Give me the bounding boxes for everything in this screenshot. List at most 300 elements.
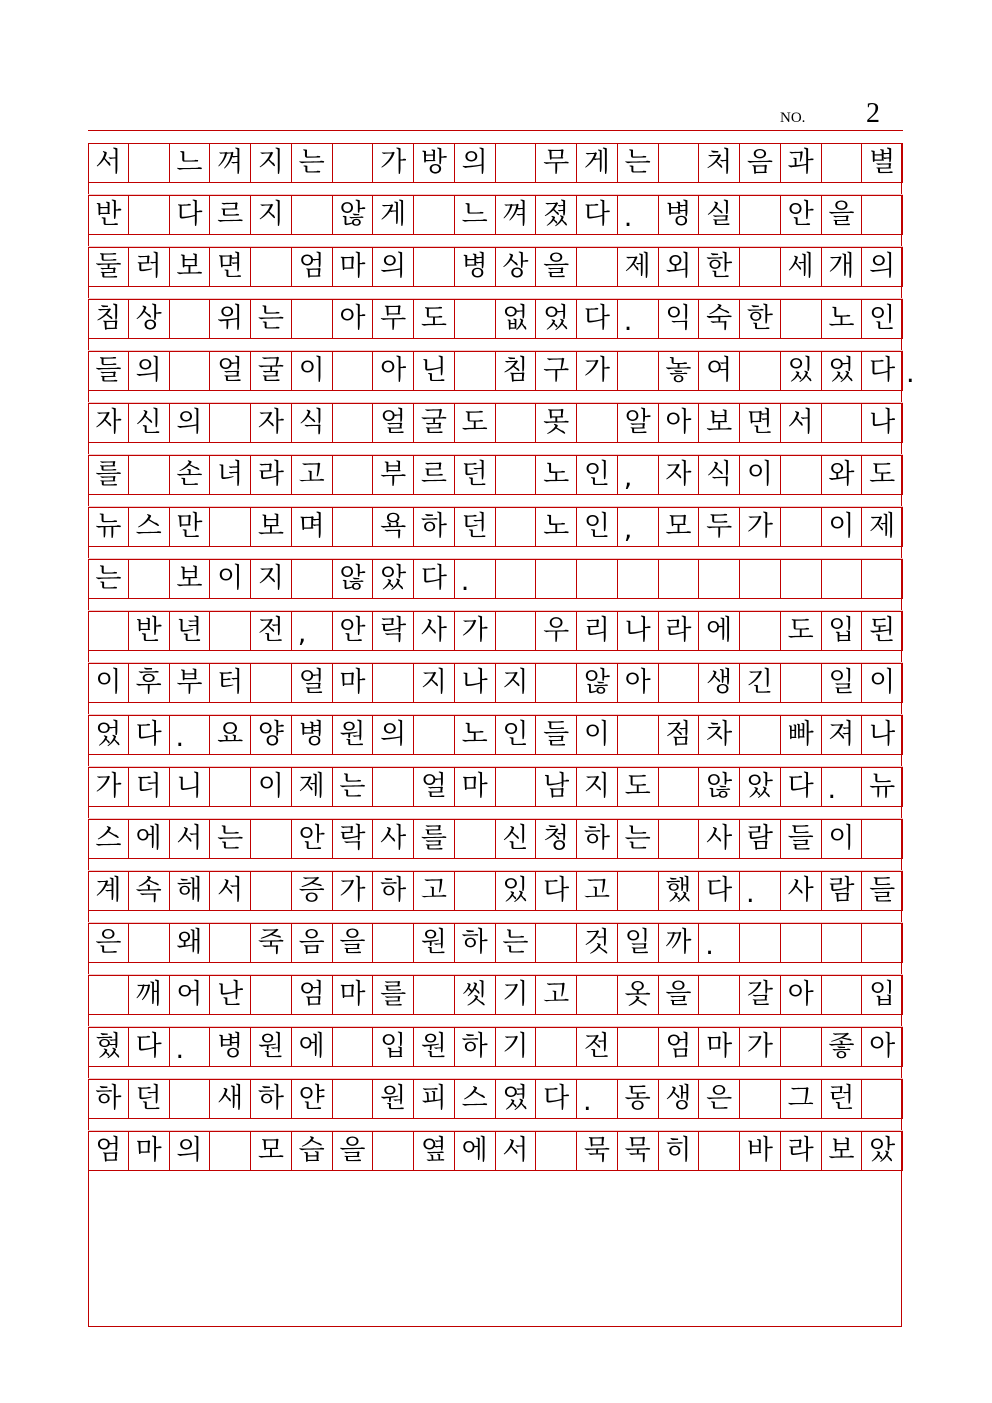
manuscript-cell: 욕 bbox=[373, 508, 414, 546]
manuscript-cell: 식 bbox=[699, 456, 740, 494]
manuscript-cell: 아 bbox=[373, 352, 414, 390]
manuscript-cell: 람 bbox=[822, 872, 863, 910]
manuscript-cell bbox=[455, 352, 496, 390]
manuscript-cell bbox=[536, 924, 577, 962]
manuscript-cell bbox=[496, 404, 537, 442]
manuscript-cell: 인 bbox=[862, 300, 903, 338]
manuscript-cell: 의 bbox=[170, 1132, 211, 1170]
manuscript-cell: . bbox=[618, 196, 659, 234]
manuscript-cell bbox=[496, 768, 537, 806]
manuscript-cell bbox=[129, 456, 170, 494]
manuscript-cell: 은 bbox=[88, 924, 129, 962]
manuscript-cell: 의 bbox=[129, 352, 170, 390]
manuscript-cell: 도 bbox=[781, 612, 822, 650]
manuscript-cell bbox=[170, 1080, 211, 1118]
manuscript-cell bbox=[822, 144, 863, 182]
manuscript-cell bbox=[862, 1080, 903, 1118]
manuscript-cell bbox=[292, 560, 333, 598]
manuscript-cell: 을 bbox=[659, 976, 700, 1014]
manuscript-cell: 원 bbox=[414, 924, 455, 962]
manuscript-cell: . bbox=[822, 768, 863, 806]
manuscript-cell: 까 bbox=[659, 924, 700, 962]
manuscript-cell: 보 bbox=[251, 508, 292, 546]
manuscript-cell: 을 bbox=[822, 196, 863, 234]
overflow-punctuation: . bbox=[906, 358, 915, 389]
manuscript-cell bbox=[496, 456, 537, 494]
manuscript-cell bbox=[88, 976, 129, 1014]
manuscript-cell: 를 bbox=[414, 820, 455, 858]
manuscript-cell: 원 bbox=[333, 716, 374, 754]
manuscript-row bbox=[88, 143, 903, 183]
manuscript-cell: 과 bbox=[781, 144, 822, 182]
manuscript-cell: 런 bbox=[822, 1080, 863, 1118]
manuscript-cell: 병 bbox=[455, 248, 496, 286]
manuscript-cell: 자 bbox=[659, 456, 700, 494]
manuscript-cell: 서 bbox=[170, 820, 211, 858]
manuscript-cell bbox=[618, 716, 659, 754]
manuscript-cell: 병 bbox=[292, 716, 333, 754]
manuscript-cell bbox=[292, 196, 333, 234]
row-gap bbox=[88, 235, 903, 247]
manuscript-cell bbox=[170, 352, 211, 390]
manuscript-cell bbox=[333, 1028, 374, 1066]
manuscript-cell: , bbox=[618, 456, 659, 494]
manuscript-cell: 씻 bbox=[455, 976, 496, 1014]
manuscript-cell: 전 bbox=[251, 612, 292, 650]
manuscript-cell: 엄 bbox=[292, 976, 333, 1014]
manuscript-cell: 니 bbox=[170, 768, 211, 806]
manuscript-cell: 굴 bbox=[414, 404, 455, 442]
manuscript-cell: 느 bbox=[170, 144, 211, 182]
manuscript-cell: 의 bbox=[170, 404, 211, 442]
manuscript-cell: 후 bbox=[129, 664, 170, 702]
manuscript-cell: 양 bbox=[251, 716, 292, 754]
manuscript-cell: 서 bbox=[496, 1132, 537, 1170]
manuscript-cell: 놓 bbox=[659, 352, 700, 390]
manuscript-cell: 세 bbox=[781, 248, 822, 286]
manuscript-cell: 는 bbox=[333, 768, 374, 806]
manuscript-cell: 차 bbox=[699, 716, 740, 754]
manuscript-row bbox=[88, 923, 903, 963]
manuscript-cell: 졌 bbox=[536, 196, 577, 234]
manuscript-cell: 는 bbox=[210, 820, 251, 858]
manuscript-cell bbox=[496, 508, 537, 546]
manuscript-cell: 았 bbox=[862, 1132, 903, 1170]
manuscript-cell: 얀 bbox=[292, 1080, 333, 1118]
manuscript-cell: 느 bbox=[455, 196, 496, 234]
row-gap bbox=[88, 807, 903, 819]
manuscript-cell: 락 bbox=[333, 820, 374, 858]
manuscript-cell: 져 bbox=[822, 716, 863, 754]
manuscript-cell bbox=[822, 924, 863, 962]
manuscript-cell: 안 bbox=[292, 820, 333, 858]
manuscript-cell: 한 bbox=[740, 300, 781, 338]
manuscript-cell: 청 bbox=[536, 820, 577, 858]
manuscript-cell: 식 bbox=[292, 404, 333, 442]
manuscript-cell: 뉴 bbox=[88, 508, 129, 546]
manuscript-cell: 인 bbox=[577, 508, 618, 546]
manuscript-cell: 신 bbox=[496, 820, 537, 858]
manuscript-cell: 다 bbox=[781, 768, 822, 806]
manuscript-cell: 가 bbox=[740, 1028, 781, 1066]
manuscript-cell: 원 bbox=[373, 1080, 414, 1118]
manuscript-cell bbox=[577, 976, 618, 1014]
manuscript-cell: 닌 bbox=[414, 352, 455, 390]
row-gap bbox=[88, 287, 903, 299]
manuscript-cell: 입 bbox=[862, 976, 903, 1014]
row-gap bbox=[88, 651, 903, 663]
manuscript-cell bbox=[781, 456, 822, 494]
manuscript-row bbox=[88, 767, 903, 807]
manuscript-cell: 이 bbox=[88, 664, 129, 702]
manuscript-cell: 엄 bbox=[292, 248, 333, 286]
manuscript-cell: 스 bbox=[88, 820, 129, 858]
manuscript-cell: 노 bbox=[455, 716, 496, 754]
manuscript-cell: 보 bbox=[699, 404, 740, 442]
manuscript-cell: 락 bbox=[373, 612, 414, 650]
manuscript-cell: 전 bbox=[577, 1028, 618, 1066]
manuscript-cell: 된 bbox=[862, 612, 903, 650]
manuscript-cell: 두 bbox=[699, 508, 740, 546]
manuscript-cell: 처 bbox=[699, 144, 740, 182]
manuscript-cell: 에 bbox=[292, 1028, 333, 1066]
row-gap bbox=[88, 755, 903, 767]
manuscript-cell bbox=[862, 820, 903, 858]
manuscript-row bbox=[88, 1079, 903, 1119]
manuscript-cell: 을 bbox=[536, 248, 577, 286]
manuscript-cell: 묵 bbox=[577, 1132, 618, 1170]
manuscript-cell: 지 bbox=[251, 196, 292, 234]
manuscript-cell bbox=[373, 924, 414, 962]
manuscript-cell bbox=[659, 560, 700, 598]
manuscript-cell: 묵 bbox=[618, 1132, 659, 1170]
manuscript-cell: 르 bbox=[210, 196, 251, 234]
manuscript-cell bbox=[862, 196, 903, 234]
manuscript-cell bbox=[781, 664, 822, 702]
manuscript-cell: 입 bbox=[373, 1028, 414, 1066]
manuscript-cell bbox=[373, 1132, 414, 1170]
manuscript-row bbox=[88, 403, 903, 443]
manuscript-cell: 다 bbox=[699, 872, 740, 910]
manuscript-cell: 노 bbox=[822, 300, 863, 338]
manuscript-cell: 서 bbox=[210, 872, 251, 910]
row-gap bbox=[88, 183, 903, 195]
manuscript-cell bbox=[333, 1080, 374, 1118]
manuscript-cell bbox=[414, 196, 455, 234]
manuscript-cell: 도 bbox=[414, 300, 455, 338]
manuscript-cell: 일 bbox=[822, 664, 863, 702]
manuscript-cell: 다 bbox=[577, 300, 618, 338]
manuscript-row bbox=[88, 715, 903, 755]
manuscript-cell: 상 bbox=[129, 300, 170, 338]
manuscript-cell: 알 bbox=[618, 404, 659, 442]
manuscript-cell bbox=[740, 716, 781, 754]
manuscript-cell: 신 bbox=[129, 404, 170, 442]
manuscript-cell: 들 bbox=[862, 872, 903, 910]
manuscript-cell: 나 bbox=[455, 664, 496, 702]
manuscript-cell: 는 bbox=[251, 300, 292, 338]
manuscript-cell: 이 bbox=[740, 456, 781, 494]
manuscript-cell bbox=[618, 352, 659, 390]
manuscript-row bbox=[88, 871, 903, 911]
manuscript-cell bbox=[455, 872, 496, 910]
manuscript-cell: . bbox=[618, 300, 659, 338]
manuscript-cell: 여 bbox=[699, 352, 740, 390]
manuscript-cell: 이 bbox=[822, 508, 863, 546]
manuscript-cell bbox=[129, 560, 170, 598]
manuscript-cell: 하 bbox=[577, 820, 618, 858]
manuscript-cell: 다 bbox=[577, 196, 618, 234]
manuscript-cell: 습 bbox=[292, 1132, 333, 1170]
manuscript-cell bbox=[577, 560, 618, 598]
manuscript-cell: 피 bbox=[414, 1080, 455, 1118]
manuscript-cell: 기 bbox=[496, 1028, 537, 1066]
manuscript-cell: 보 bbox=[170, 248, 211, 286]
manuscript-cell: 지 bbox=[496, 664, 537, 702]
manuscript-cell: . bbox=[740, 872, 781, 910]
manuscript-cell: . bbox=[699, 924, 740, 962]
manuscript-cell: 들 bbox=[88, 352, 129, 390]
manuscript-cell bbox=[781, 1028, 822, 1066]
manuscript-cell: 점 bbox=[659, 716, 700, 754]
manuscript-cell: 녀 bbox=[210, 456, 251, 494]
manuscript-cell: 았 bbox=[740, 768, 781, 806]
manuscript-cell: 는 bbox=[292, 144, 333, 182]
manuscript-cell bbox=[659, 820, 700, 858]
manuscript-cell: 병 bbox=[659, 196, 700, 234]
manuscript-cell: 않 bbox=[333, 560, 374, 598]
manuscript-cell: 라 bbox=[659, 612, 700, 650]
page-number bbox=[770, 98, 900, 130]
manuscript-cell bbox=[210, 924, 251, 962]
manuscript-cell bbox=[251, 976, 292, 1014]
manuscript-cell: 빠 bbox=[781, 716, 822, 754]
manuscript-cell: 가 bbox=[577, 352, 618, 390]
manuscript-cell bbox=[577, 404, 618, 442]
manuscript-row bbox=[88, 195, 903, 235]
manuscript-cell: 자 bbox=[251, 404, 292, 442]
manuscript-cell: 지 bbox=[251, 144, 292, 182]
manuscript-cell bbox=[373, 664, 414, 702]
manuscript-cell: 이 bbox=[822, 820, 863, 858]
manuscript-cell bbox=[536, 664, 577, 702]
manuscript-cell: 얼 bbox=[292, 664, 333, 702]
manuscript-cell: 면 bbox=[740, 404, 781, 442]
manuscript-cell bbox=[210, 508, 251, 546]
manuscript-cell bbox=[781, 508, 822, 546]
manuscript-cell bbox=[251, 664, 292, 702]
manuscript-cell: 고 bbox=[536, 976, 577, 1014]
manuscript-cell: 가 bbox=[88, 768, 129, 806]
manuscript-cell: 보 bbox=[822, 1132, 863, 1170]
manuscript-cell: 그 bbox=[781, 1080, 822, 1118]
row-gap bbox=[88, 495, 903, 507]
manuscript-row bbox=[88, 247, 903, 287]
manuscript-cell: 않 bbox=[333, 196, 374, 234]
manuscript-cell: 보 bbox=[170, 560, 211, 598]
manuscript-cell: 무 bbox=[373, 300, 414, 338]
manuscript-cell: 손 bbox=[170, 456, 211, 494]
manuscript-cell bbox=[781, 924, 822, 962]
manuscript-cell: 이 bbox=[577, 716, 618, 754]
manuscript-cell bbox=[333, 404, 374, 442]
manuscript-cell bbox=[496, 612, 537, 650]
manuscript-cell: 에 bbox=[699, 612, 740, 650]
manuscript-cell: 엄 bbox=[659, 1028, 700, 1066]
manuscript-cell bbox=[129, 196, 170, 234]
manuscript-cell: 하 bbox=[373, 872, 414, 910]
manuscript-cell: 게 bbox=[577, 144, 618, 182]
manuscript-cell: 다 bbox=[536, 1080, 577, 1118]
manuscript-cell: 뉴 bbox=[862, 768, 903, 806]
manuscript-cell: 부 bbox=[170, 664, 211, 702]
manuscript-cell: 의 bbox=[373, 248, 414, 286]
manuscript-cell: 기 bbox=[496, 976, 537, 1014]
manuscript-cell: 인 bbox=[577, 456, 618, 494]
manuscript-cell: 생 bbox=[659, 1080, 700, 1118]
manuscript-cell: 일 bbox=[618, 924, 659, 962]
manuscript-cell: 입 bbox=[822, 612, 863, 650]
row-gap bbox=[88, 339, 903, 351]
manuscript-cell: 며 bbox=[292, 508, 333, 546]
manuscript-cell: , bbox=[618, 508, 659, 546]
manuscript-cell: 가 bbox=[373, 144, 414, 182]
manuscript-cell: 하 bbox=[455, 1028, 496, 1066]
manuscript-cell bbox=[333, 508, 374, 546]
manuscript-cell bbox=[210, 404, 251, 442]
manuscript-cell bbox=[536, 1028, 577, 1066]
manuscript-cell: 속 bbox=[129, 872, 170, 910]
manuscript-cell: 안 bbox=[781, 196, 822, 234]
row-gap bbox=[88, 963, 903, 975]
manuscript-cell: 었 bbox=[536, 300, 577, 338]
manuscript-cell: 껴 bbox=[496, 196, 537, 234]
manuscript-row bbox=[88, 455, 903, 495]
manuscript-cell bbox=[740, 196, 781, 234]
manuscript-cell: 엄 bbox=[88, 1132, 129, 1170]
manuscript-cell bbox=[740, 612, 781, 650]
manuscript-cell: 의 bbox=[862, 248, 903, 286]
manuscript-cell: 노 bbox=[536, 508, 577, 546]
manuscript-cell bbox=[88, 612, 129, 650]
manuscript-cell: 의 bbox=[373, 716, 414, 754]
manuscript-cell: 무 bbox=[536, 144, 577, 182]
manuscript-cell: 실 bbox=[699, 196, 740, 234]
manuscript-cell: 사 bbox=[699, 820, 740, 858]
manuscript-cell: 옷 bbox=[618, 976, 659, 1014]
manuscript-cell bbox=[129, 144, 170, 182]
manuscript-cell bbox=[129, 924, 170, 962]
manuscript-cell: 는 bbox=[618, 144, 659, 182]
manuscript-cell bbox=[210, 768, 251, 806]
manuscript-cell bbox=[333, 456, 374, 494]
manuscript-cell: 한 bbox=[699, 248, 740, 286]
manuscript-cell: 다 bbox=[414, 560, 455, 598]
manuscript-cell: 침 bbox=[88, 300, 129, 338]
manuscript-cell: 나 bbox=[862, 404, 903, 442]
manuscript-cell: 리 bbox=[577, 612, 618, 650]
manuscript-cell: 인 bbox=[496, 716, 537, 754]
manuscript-cell: 침 bbox=[496, 352, 537, 390]
manuscript-cell: 러 bbox=[129, 248, 170, 286]
manuscript-cell bbox=[659, 664, 700, 702]
manuscript-cell: 고 bbox=[292, 456, 333, 494]
row-gap bbox=[88, 599, 903, 611]
manuscript-cell: 난 bbox=[210, 976, 251, 1014]
manuscript-cell: 별 bbox=[862, 144, 903, 182]
manuscript-row bbox=[88, 1027, 903, 1067]
manuscript-cell: 바 bbox=[740, 1132, 781, 1170]
manuscript-cell bbox=[333, 144, 374, 182]
manuscript-cell bbox=[862, 924, 903, 962]
manuscript-cell bbox=[414, 976, 455, 1014]
manuscript-cell: 제 bbox=[862, 508, 903, 546]
manuscript-cell: 이 bbox=[210, 560, 251, 598]
manuscript-cell: 요 bbox=[210, 716, 251, 754]
manuscript-cell bbox=[781, 560, 822, 598]
manuscript-cell: 않 bbox=[699, 768, 740, 806]
manuscript-cell: 는 bbox=[496, 924, 537, 962]
row-gap bbox=[88, 547, 903, 559]
manuscript-cell: 지 bbox=[251, 560, 292, 598]
row-gap bbox=[88, 859, 903, 871]
manuscript-cell: 던 bbox=[455, 508, 496, 546]
manuscript-cell: 었 bbox=[822, 352, 863, 390]
manuscript-cell: 안 bbox=[333, 612, 374, 650]
manuscript-cell: 던 bbox=[455, 456, 496, 494]
manuscript-cell: 아 bbox=[618, 664, 659, 702]
manuscript-cell: 제 bbox=[618, 248, 659, 286]
manuscript-cell: 마 bbox=[699, 1028, 740, 1066]
manuscript-cell: 반 bbox=[88, 196, 129, 234]
manuscript-cell: . bbox=[455, 560, 496, 598]
manuscript-cell: 해 bbox=[170, 872, 211, 910]
manuscript-cell: 도 bbox=[618, 768, 659, 806]
manuscript-cell: 음 bbox=[292, 924, 333, 962]
manuscript-cell bbox=[822, 404, 863, 442]
manuscript-cell: 아 bbox=[862, 1028, 903, 1066]
manuscript-cell: 했 bbox=[659, 872, 700, 910]
manuscript-cell: 깨 bbox=[129, 976, 170, 1014]
manuscript-cell: , bbox=[292, 612, 333, 650]
row-gap bbox=[88, 391, 903, 403]
manuscript-cell: 을 bbox=[333, 1132, 374, 1170]
manuscript-cell: 있 bbox=[496, 872, 537, 910]
manuscript-cell: 갈 bbox=[740, 976, 781, 1014]
manuscript-cell bbox=[455, 820, 496, 858]
manuscript-cell: 이 bbox=[292, 352, 333, 390]
manuscript-cell bbox=[740, 924, 781, 962]
manuscript-cell: 좋 bbox=[822, 1028, 863, 1066]
manuscript-cell: 스 bbox=[455, 1080, 496, 1118]
manuscript-cell: 마 bbox=[333, 248, 374, 286]
manuscript-cell: 아 bbox=[333, 300, 374, 338]
manuscript-cell: 사 bbox=[414, 612, 455, 650]
manuscript-cell: 새 bbox=[210, 1080, 251, 1118]
manuscript-cell bbox=[659, 144, 700, 182]
manuscript-cell bbox=[496, 144, 537, 182]
manuscript-cell: 숙 bbox=[699, 300, 740, 338]
manuscript-cell: 마 bbox=[333, 664, 374, 702]
manuscript-cell: 얼 bbox=[210, 352, 251, 390]
manuscript-cell bbox=[455, 300, 496, 338]
manuscript-row bbox=[88, 299, 903, 339]
manuscript-cell bbox=[170, 300, 211, 338]
manuscript-cell: 들 bbox=[536, 716, 577, 754]
manuscript-cell: 년 bbox=[170, 612, 211, 650]
manuscript-cell: 더 bbox=[129, 768, 170, 806]
manuscript-cell: . bbox=[577, 1080, 618, 1118]
